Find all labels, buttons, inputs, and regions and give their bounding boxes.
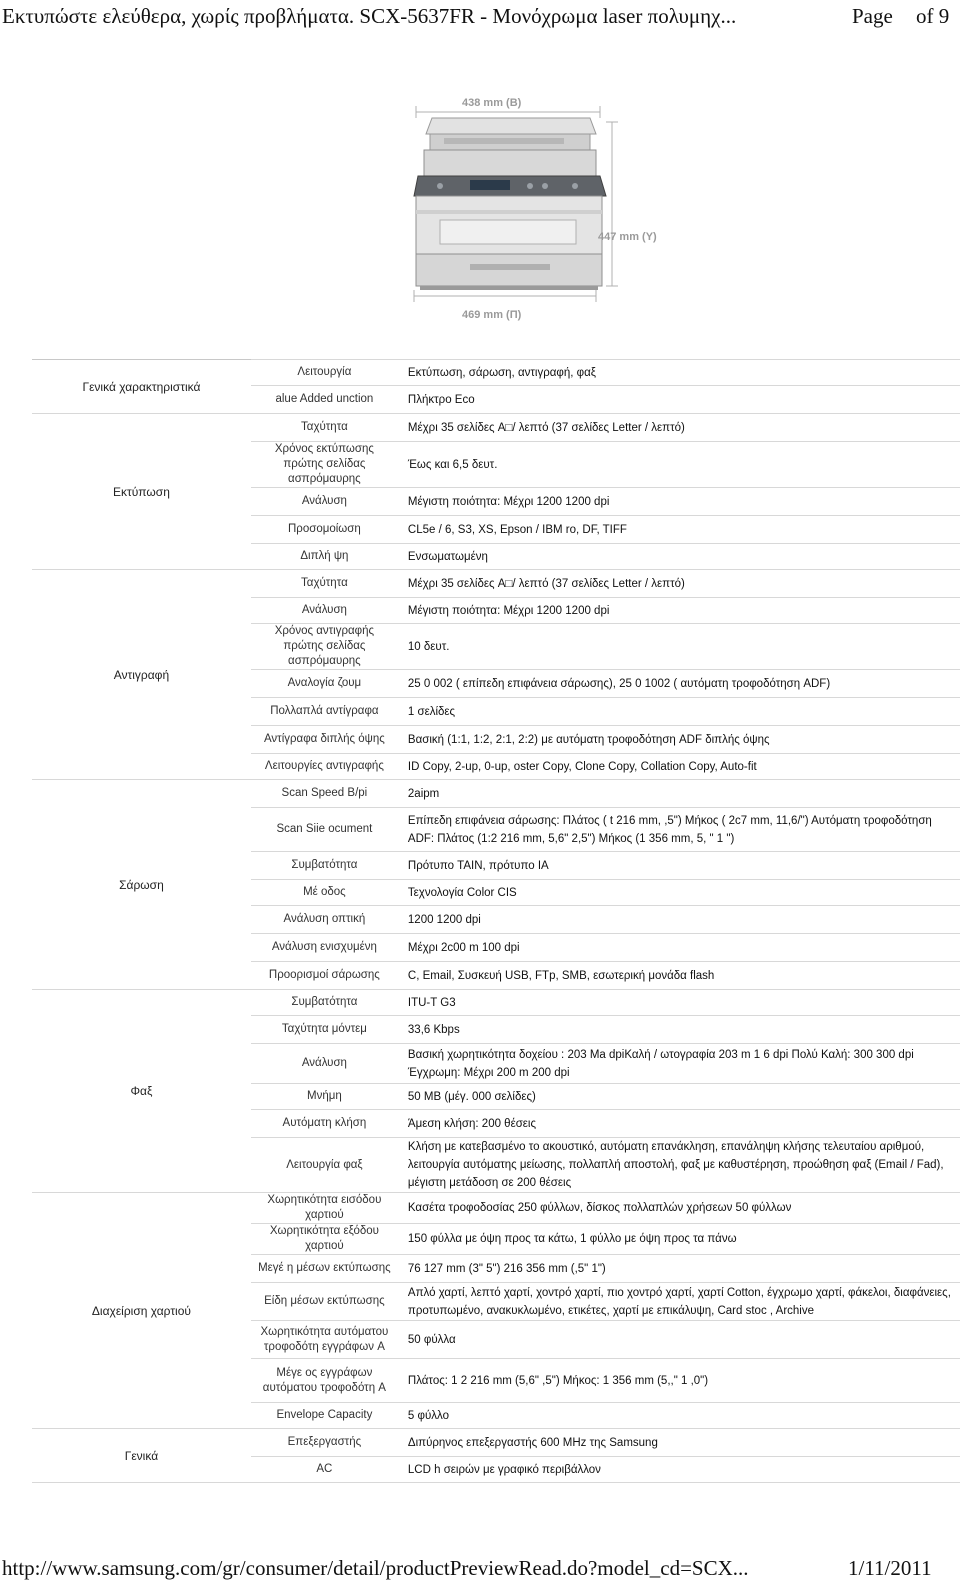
spec-label: Ανάλυση xyxy=(251,488,398,516)
spec-label: Αντίγραφα διπλής όψης xyxy=(251,726,398,754)
spec-label: Διπλή ψη xyxy=(251,544,398,570)
pdf-page-footer xyxy=(0,1552,960,1584)
section-title: Γενικά xyxy=(32,1429,251,1483)
section-title: Φαξ xyxy=(32,990,251,1193)
spec-value: Μέγιστη ποιότητα: Μέχρι 1200 1200 dpi xyxy=(398,598,960,624)
spec-value: 10 δευτ. xyxy=(398,624,960,670)
printer-body xyxy=(414,118,606,290)
width-label: 438 mm (Β) xyxy=(462,97,522,109)
spec-label: Λειτουργία φαξ xyxy=(251,1138,398,1193)
spec-label: AC xyxy=(251,1457,398,1483)
spec-label: Χωρητικότητα αυτόματου τροφοδότη εγγράφων A xyxy=(251,1321,398,1359)
spec-value: 150 φύλλα με όψη προς τα κάτω, 1 φύλλο με όψη προς τα πάνω xyxy=(398,1224,960,1255)
spec-row xyxy=(32,414,960,442)
spec-value: 25 0 002 ( επίπεδη επιφάνεια σάρωσης), 25 0 1002 ( αυτόματη τροφοδότηση ADF) xyxy=(398,670,960,698)
spec-value: 50 φύλλα xyxy=(398,1321,960,1359)
spec-row xyxy=(32,1429,960,1457)
document-title: Εκτυπώστε ελεύθερα, χωρίς προβλήματα. SCX-5637FR - Μονόχρωμα laser πολυμηχ... xyxy=(2,4,737,28)
spec-label: Συμβατότητα xyxy=(251,852,398,880)
spec-value: 1 σελίδες xyxy=(398,698,960,726)
printer-dimensions-figure xyxy=(0,34,960,354)
printer-illustration xyxy=(0,34,960,354)
spec-value: 50 MB (μέγ. 000 σελίδες) xyxy=(398,1084,960,1110)
spec-label: Χρόνος αντιγραφής πρώτης σελίδας ασπρόμαυρης xyxy=(251,624,398,670)
spec-value: LCD h σειρών με γραφικό περιβάλλον xyxy=(398,1457,960,1483)
spec-value: Κασέτα τροφοδοσίας 250 φύλλων, δίσκος πολλαπλών χρήσεων 50 φύλλων xyxy=(398,1193,960,1224)
spec-value: Έως και 6,5 δευτ. xyxy=(398,442,960,488)
spec-label: Scan Speed B/pi xyxy=(251,780,398,808)
spec-label: Μέγε ος εγγράφων αυτόματου τροφοδότη A xyxy=(251,1359,398,1403)
specifications-table xyxy=(32,359,960,1483)
spec-value: Μέγιστη ποιότητα: Μέχρι 1200 1200 dpi xyxy=(398,488,960,516)
section-title: Γενικά χαρακτηριστικά xyxy=(32,360,251,414)
spec-value: Ενσωματωμένη xyxy=(398,544,960,570)
spec-value: Μέχρι 2c00 m 100 dpi xyxy=(398,934,960,962)
spec-label: Ανάλυση xyxy=(251,598,398,624)
spec-value: 5 φύλλο xyxy=(398,1403,960,1429)
spec-label: Συμβατότητα xyxy=(251,990,398,1016)
spec-row xyxy=(32,1193,960,1224)
spec-value: Πλάτος: 1 2 216 mm (5,6" ,5") Μήκος: 1 356 mm (5,," 1 ,0") xyxy=(398,1359,960,1403)
spec-value: Μέχρι 35 σελίδες A□/ λεπτό (37 σελίδες Letter / λεπτό) xyxy=(398,570,960,598)
spec-label: Envelope Capacity xyxy=(251,1403,398,1429)
spec-label: Λειτουργίες αντιγραφής xyxy=(251,754,398,780)
height-dimension-line xyxy=(606,122,618,286)
spec-value: ITU-T G3 xyxy=(398,990,960,1016)
spec-value: Απλό χαρτί, λεπτό χαρτί, χοντρό χαρτί, πιο χοντρό χαρτί, χαρτί Cotton, έγχρωμο χαρτί, φάκελοι, διαφάνειες, προτυπωμένο, ανακυκλωμένο, ετικέτες, χαρτί με επικάλυψη, Card stoc , Archive xyxy=(398,1283,960,1321)
spec-label: Χρόνος εκτύπωσης πρώτης σελίδας ασπρόμαυρης xyxy=(251,442,398,488)
spec-row xyxy=(32,570,960,598)
section-title: Διαχείριση χαρτιού xyxy=(32,1193,251,1429)
depth-label: 469 mm (Π) xyxy=(462,309,522,321)
section-title: Αντιγραφή xyxy=(32,570,251,780)
spec-value: Επίπεδη επιφάνεια σάρωσης: Πλάτος ( t 216 mm, ,5") Μήκος ( 2c7 mm, 11,6/") Αυτόματη τροφοδότηση ADF: Πλάτος (1:2 216 mm, 5,6" 2,5") Μήκος (1 356 mm, 5, " 1 ") xyxy=(398,808,960,852)
spec-value: C, Email, Συσκευή USB, FTp, SMB, εσωτερική μονάδα flash xyxy=(398,962,960,990)
spec-value: Βασική χωρητικότητα δοχείου : 203 Ma dpiΚαλή / ωτογραφία 203 m 1 6 dpi Πολύ Καλή: 300 300 dpi Έγχρωμη: Μέχρι 200 m 200 dpi xyxy=(398,1044,960,1084)
spec-value: Βασική (1:1, 1:2, 2:1, 2:2) με αυτόματη τροφοδότηση ADF διπλής όψης xyxy=(398,726,960,754)
spec-value: CL5e / 6, S3, XS, Epson / IBM ro, DF, TIFF xyxy=(398,516,960,544)
page-label: Page xyxy=(852,4,893,28)
spec-label: Ανάλυση ενισχυμένη xyxy=(251,934,398,962)
spec-value: 76 127 mm (3" 5") 216 356 mm (,5" 1") xyxy=(398,1255,960,1283)
spec-label: Ανάλυση οπτική xyxy=(251,906,398,934)
spec-label: Αναλογία ζουμ xyxy=(251,670,398,698)
spec-value: 2aipm xyxy=(398,780,960,808)
spec-value: 33,6 Kbps xyxy=(398,1016,960,1044)
spec-label: Αυτόματη κλήση xyxy=(251,1110,398,1138)
spec-value: Πρότυπο TAIN, πρότυπο IA xyxy=(398,852,960,880)
spec-label: Χωρητικότητα εισόδου χαρτιού xyxy=(251,1193,398,1224)
spec-row xyxy=(32,360,960,386)
spec-label: Πολλαπλά αντίγραφα xyxy=(251,698,398,726)
spec-label: Ανάλυση xyxy=(251,1044,398,1084)
spec-label: Μεγέ η μέσων εκτύπωσης xyxy=(251,1255,398,1283)
spec-label: Μέ οδος xyxy=(251,880,398,906)
spec-value: Κλήση με κατεβασμένο το ακουστικό, αυτόματη επανάκληση, επανάληψη κλήσης τελευταίου αριθμού, λειτουργία αυτόματης μείωσης, πολλαπλή αποστολή, φαξ με καθυστέρηση, προώθηση φαξ (Email / Fad), μέγιστη μετάδοση σε 200 θέσεις xyxy=(398,1138,960,1193)
depth-dimension-line xyxy=(414,290,596,302)
spec-value: Τεχνολογία Color CIS xyxy=(398,880,960,906)
height-label: 447 mm (Υ) xyxy=(598,231,657,243)
footer-date: 1/11/2011 xyxy=(848,1556,932,1580)
spec-label: Λειτουργία xyxy=(251,360,398,386)
spec-label: Είδη μέσων εκτύπωσης xyxy=(251,1283,398,1321)
spec-row xyxy=(32,780,960,808)
section-title: Εκτύπωση xyxy=(32,414,251,570)
spec-value: Διπύρηνος επεξεργαστής 600 MHz της Samsung xyxy=(398,1429,960,1457)
spec-label: Ταχύτητα xyxy=(251,414,398,442)
footer-url: http://www.samsung.com/gr/consumer/detail/productPreviewRead.do?model_cd=SCX... xyxy=(2,1556,749,1580)
spec-value: Εκτύπωση, σάρωση, αντιγραφή, φαξ xyxy=(398,360,960,386)
spec-label: Μνήμη xyxy=(251,1084,398,1110)
page-count: of 9 xyxy=(916,4,950,28)
spec-label: Χωρητικότητα εξόδου χαρτιού xyxy=(251,1224,398,1255)
spec-value: Μέχρι 35 σελίδες A□/ λεπτό (37 σελίδες Letter / λεπτό) xyxy=(398,414,960,442)
spec-label: alue Added unction xyxy=(251,386,398,414)
spec-label: Προσομοίωση xyxy=(251,516,398,544)
spec-value: Πλήκτρο Eco xyxy=(398,386,960,414)
spec-value: Άμεση κλήση: 200 θέσεις xyxy=(398,1110,960,1138)
spec-row xyxy=(32,990,960,1016)
section-title: Σάρωση xyxy=(32,780,251,990)
spec-label: Ταχύτητα xyxy=(251,570,398,598)
spec-label: Ταχύτητα μόντεμ xyxy=(251,1016,398,1044)
spec-label: Προορισμοί σάρωσης xyxy=(251,962,398,990)
pdf-page-header xyxy=(0,0,960,34)
spec-value: ID Copy, 2-up, 0-up, oster Copy, Clone Copy, Collation Copy, Auto-fit xyxy=(398,754,960,780)
spec-label: Scan Siie ocument xyxy=(251,808,398,852)
spec-value: 1200 1200 dpi xyxy=(398,906,960,934)
spec-label: Επεξεργαστής xyxy=(251,1429,398,1457)
